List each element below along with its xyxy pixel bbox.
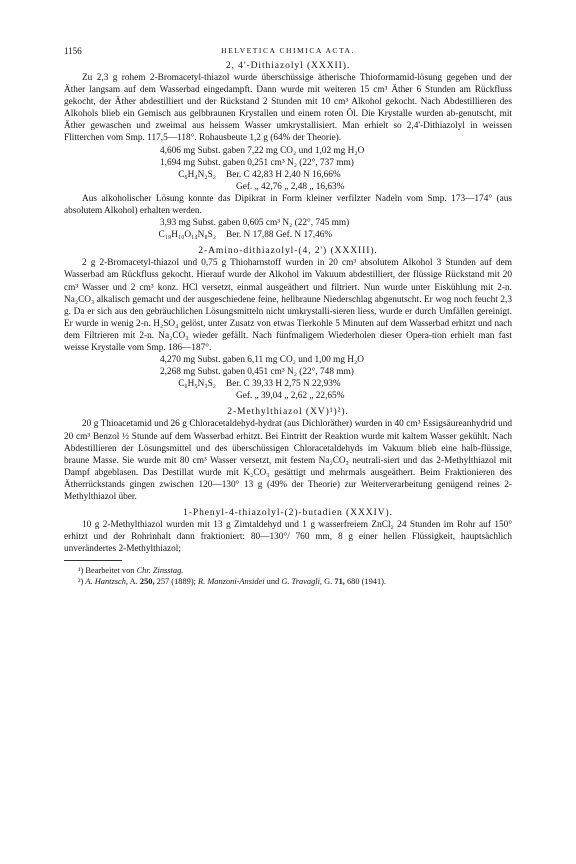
footnote-pages-year: 257 (1889); <box>156 577 196 587</box>
paragraph-amino-dithiazolyl-prep: 2 g 2-Bromacetyl-thiazol und 0,75 g Thioharnstoff wurden in 20 cm³ absolutem Alkohol 3 Stunden auf dem Wasserbad am Rückfluss gekocht. Hierauf wurde der Alkohol im Vakuum abdestilliert, der flüssige Rückstand mit 20 cm³ Wasser und 2 cm³ konz. HCl versetzt, einmal ausgeäthert und filtriert. Nun wurde unter Eiskühlung mit 2-n. Na₂CO₃ alkalisch gemacht und der ausgeschiedene feine, hellbraune Niederschlag abgenutscht. Er wog noch feucht 2,3 g. Da er sich aus den gebräuchlichen Lösungsmitteln nicht umkrystalli-sieren liess, wurde er durch Umfällen gereinigt. Er wurde in wenig 2-n. H₂SO₄ gelöst, unter Zusatz von etwas Tierkohle 5 Minuten auf dem Wasserbad erhitzt und nach dem Filtrieren mit 2-n. Na₂CO₃ wieder gefällt. Nach fünfmaligem Wiederholen dieser Opera-tion erhielt man fast weisse Krystalle vom Smp. 186—187°. <box>64 258 512 353</box>
paragraph-dithiazolyl-prep: Zu 2,3 g rohem 2-Bromacetyl-thiazol wurde überschüssige ätherische Thioformamid-lösung gegeben und der Äther langsam auf dem Wasserbad eingedampft. Dann wurde mit weiteren 15 cm³ Äther 6 Stunden am Rückfluss gekocht, der Äther abdestilliert und der Rückstand 2 Stunden mit 10 cm³ Alkohol gekocht. Nach Abdestillieren des Alkohols blieb ein Gemisch aus gelbbraunen Krystallen und einem roten Öl. Die Krystalle wurden ab-genutscht, mit Äther gewaschen und zweimal aus heissem Wasser umkrystallisiert. Man erhielt so 2,4'-Dithiazolyl in weissen Flitterchen vom Smp. 117,5—118°. Rohausbeute 1,2 g (64% der Theorie). <box>64 73 512 144</box>
paper-page <box>64 46 512 587</box>
page-number: 1156 <box>64 46 82 56</box>
footnote-author: Chr. Zinsstag. <box>136 566 184 576</box>
journal-title: HELVETICA CHIMICA ACTA. <box>221 46 355 55</box>
analysis-data-line: 1,694 mg Subst. gaben 0,251 cm³ N₂ (22°, 737 mm) <box>160 157 354 168</box>
footnote-text: Bearbeitet von <box>85 566 135 576</box>
paragraph-methylthiazol-prep: 20 g Thioacetamid und 26 g Chloracetaldehyd-hydrat (aus Dichloräther) wurden in 40 cm³ Essigsäureanhydrid und 20 cm³ Benzol ½ Stunde auf dem Wasserbad erhitzt. Bei Eintritt der Reaktion wurde mit kaltem Wasser gekühlt. Nach Abdestillieren der Lösungsmittel und des überschüssigen Chloracetaldehyds im Vakuum blieb eine halb-flüssige, braune Masse. Sie wurde mit 80 cm³ Wasser versetzt, mit festem Na₂CO₃ neutrali-siert und das 2-Methylthiazol mit Dampf abgeblasen. Das Destillat wurde mit K₂CO₃ gesättigt und mehrmals ausgeäthert. Beim Fraktionieren des Ätherrückstands gingen zwischen 120—130° 13 g (49% der Theorie) zur Weiterverarbeitung genügend reines 2-Methylthiazol über. <box>64 419 512 502</box>
calculated-values: Ber. C 39,33 H 2,75 N 22,93% <box>226 379 341 390</box>
footnote-mark: ²) <box>78 577 84 587</box>
footnote-author: R. Manzoni-Ansidei <box>198 577 265 587</box>
footnote-2 <box>64 576 512 587</box>
found-values: Gef. „ 39,04 „ 2,62 „ 22,65% <box>236 391 345 402</box>
footnote-journal: A. <box>129 577 138 587</box>
footnote-text: und <box>266 577 280 587</box>
analysis-data-line: 3,93 mg Subst. gaben 0,605 cm³ N₂ (22°, 745 mm) <box>160 218 350 229</box>
analysis-data-line: 4,270 mg Subst. gaben 6,11 mg CO₂ und 1,00 mg H₂O <box>160 355 364 366</box>
found-values: Gef. „ 42,76 „ 2,48 „ 16,63% <box>236 181 345 192</box>
molecular-formula: C₆H₅N₃S₂ <box>178 379 216 390</box>
footnote-1 <box>64 565 512 576</box>
running-header <box>64 46 512 60</box>
molecular-formula: C₁₈H₁₀O₁₄N₈S₂ <box>158 230 216 241</box>
calculated-values: Ber. C 42,83 H 2,40 N 16,66% <box>226 169 341 180</box>
calculated-found-values: Ber. N 17,88 Gef. N 17,46% <box>226 230 333 241</box>
section-heading-dithiazolyl: 2, 4'-Dithiazolyl (XXXII). <box>225 60 351 71</box>
analysis-data-line: 4,606 mg Subst. gaben 7,22 mg CO₂ und 1,02 mg H₂O <box>160 145 365 156</box>
formula-row <box>64 378 512 390</box>
footnote-author: G. Travagli, <box>281 577 323 587</box>
footnote-volume: 71, <box>334 577 345 587</box>
section-heading-methylthiazol: 2-Methylthiazol (XV)¹)²). <box>227 406 349 418</box>
footnote-mark: ¹) <box>78 566 84 576</box>
section-heading-phenyl-thiazolyl-butadien: 1-Phenyl-4-thiazolyl-(2)-butadien (XXXIV). <box>183 507 393 519</box>
footnote-journal: G. <box>324 577 333 587</box>
formula-row <box>64 169 512 181</box>
footnote-rule <box>64 560 122 561</box>
paragraph-butadien-prep: 10 g 2-Methylthiazol wurden mit 13 g Zimtaldehyd und 1 g wasserfreiem ZnCl₂ 24 Stunden im Rohr auf 150° erhitzt und der Rohrinhalt dann fraktioniert: 80—130°/ 760 mm, 8 g einer hellen Flüssigkeit, hauptsächlich unverändertes 2-Methylthiazol; <box>64 520 512 555</box>
formula-row <box>64 229 512 241</box>
footnote-volume: 250, <box>139 577 155 587</box>
section-heading-amino-dithiazolyl: 2-Amino-dithiazolyl-(4, 2') (XXXIII). <box>198 245 378 257</box>
footnote-author: A. Hantzsch, <box>85 577 128 587</box>
analysis-data-line: 2,268 mg Subst. gaben 0,451 cm³ N₂ (22°, 748 mm) <box>160 367 354 378</box>
molecular-formula: C₆H₄N₂S₂ <box>178 169 216 180</box>
footnote-pages-year: 680 (1941). <box>346 577 387 587</box>
paragraph-dipikrat: Aus alkoholischer Lösung konnte das Dipikrat in Form kleiner verfilzter Nadeln vom Smp. 173—174° (aus absolutem Alkohol) erhalten werden. <box>64 193 512 217</box>
